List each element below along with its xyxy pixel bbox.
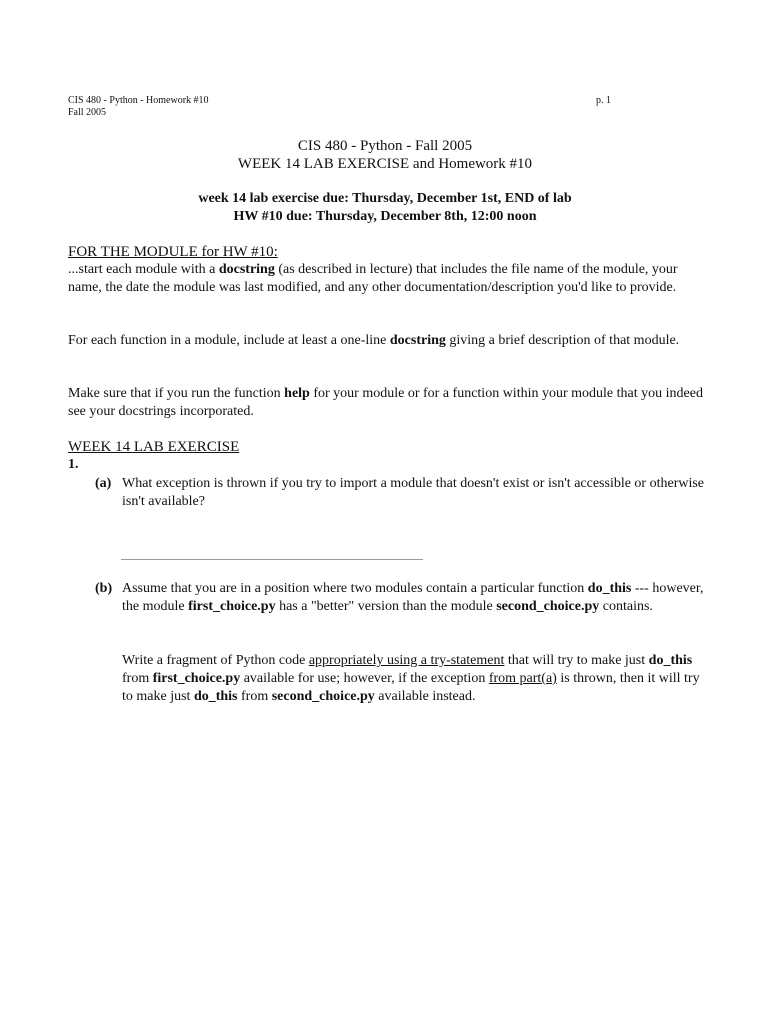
module-paragraph-1: ...start each module with a docstring (as described in lecture) that includes the file name of the module, your name, the date the module was last modified, and any other documentation/description you'd like to provide. bbox=[68, 262, 678, 295]
module-section-heading: FOR THE MODULE for HW #10: bbox=[68, 244, 278, 260]
page-number: p. 1 bbox=[596, 95, 611, 106]
lab-due-date: week 14 lab exercise due: Thursday, December 1st, END of lab bbox=[198, 191, 572, 206]
header-course: CIS 480 - Python - Homework #10 bbox=[68, 95, 209, 106]
question-b-paragraph-2: Write a fragment of Python code appropriately using a try-statement that will try to make just do_this from first_choice.py available for use; however, if the exception from part(a) is thrown, then it will try to make just do_this from second_choice.py available instead. bbox=[122, 653, 700, 704]
question-a-text: What exception is thrown if you try to import a module that doesn't exist or isn't accessible or otherwise isn't available? bbox=[122, 476, 705, 509]
answer-line bbox=[121, 559, 423, 560]
question-b-paragraph-1: Assume that you are in a position where two modules contain a particular function do_this --- however, the module first_choice.py has a "better" version than the module second_choice.py contains. bbox=[122, 581, 704, 614]
header-term: Fall 2005 bbox=[68, 107, 107, 118]
question-a-label: (a) bbox=[95, 476, 112, 491]
document-subtitle: WEEK 14 LAB EXERCISE and Homework #10 bbox=[237, 156, 533, 172]
document-title: CIS 480 - Python - Fall 2005 bbox=[297, 138, 473, 154]
lab-section-heading: WEEK 14 LAB EXERCISE bbox=[68, 439, 240, 455]
module-paragraph-3: Make sure that if you run the function help for your module or for a function within your module that you indeed see your docstrings incorporated. bbox=[68, 386, 703, 419]
question-number: 1. bbox=[68, 457, 79, 472]
question-b-label: (b) bbox=[95, 581, 113, 596]
module-paragraph-2: For each function in a module, include at least a one-line docstring giving a brief description of that module. bbox=[68, 333, 680, 348]
hw-due-date: HW #10 due: Thursday, December 8th, 12:00 noon bbox=[233, 209, 537, 224]
